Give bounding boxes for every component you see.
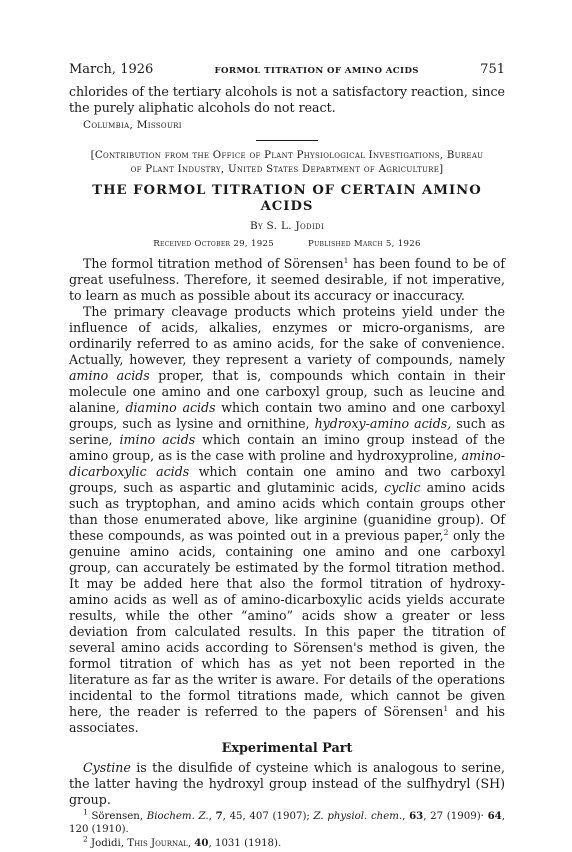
italic-term: amino-dicarboxylic acids [69,448,505,479]
text-run: Jodidi, [87,837,128,849]
article-author: By S. L. Jodidi [249,220,325,232]
italic-term: Biochem. Z. [146,811,209,822]
italic-term: imino acids [119,432,196,447]
text-run: Sörensen, [87,811,147,822]
running-title: FORMOL TITRATION OF AMINO ACIDS [214,66,419,76]
footnote-marker: 1 [83,807,88,817]
received-date: Received October 29, 1925 [153,239,275,249]
text-run: amino acids such as tryptophan, and amino acids which contain groups other than those enumerated above, like arginine (guanidine group). Of these compounds, as was pointed out in a previous paper, [69,480,506,543]
text-run: such as serine, [69,416,506,447]
published-date: Published March 5, 1926 [308,239,421,249]
contribution-line-2: of Plant Industry, United States Department of Agriculture] [130,164,444,175]
volume-number: 64 [487,810,502,822]
text-run: , 120 (1910). [69,811,506,836]
text-run: is the disulfide of cysteine which is analogous to serine, the latter having the hydroxyl group instead of the sulfhydryl (SH) group. [69,760,505,807]
author-location: Columbia, Missouri [83,119,182,131]
footnote-1 [69,807,506,837]
text-run: , 45, 407 (1907); [222,811,314,822]
footnote-marker: 2 [83,834,88,844]
body-paragraph-2 [69,304,505,736]
text-run: The formol titration method of Sörensen [83,256,344,271]
experimental-paragraph [69,760,505,808]
journal-name: This Journal [127,837,188,849]
text-run: , [402,811,410,822]
footnote-ref: 1 [443,703,449,713]
volume-number: 7 [215,810,223,822]
text-run: has been found to be of great usefulness. Therefore, it seemed desirable, if not imperative, to learn as much as possible about its accuracy or inaccuracy. [69,256,506,303]
italic-term: amino acids [69,368,150,383]
contribution-note [69,149,505,177]
text-run: and his associates. [69,704,505,735]
text-run: , 27 (1909)· [423,811,488,822]
italic-term: cyclic [384,480,421,495]
text-run: The primary cleavage products which proteins yield under the influence of acids, alkalies, enzymes or micro-organisms, are ordinarily referred to as amino acids, for the sake of convenience. Actually, however, they represent a variety of compounds, namely [69,304,505,367]
footnotes [69,807,506,850]
text-run: , [208,811,216,822]
volume-number: 63 [409,810,424,822]
text-run: only the genuine amino acids, containing one amino and one carboxyl group, can accurately be estimated by the formol titration method. It may be added here that also the formol titration of hydroxy-amino acids as well as of amino-dicarboxylic acids yields accurate results, while the other “amino” acids show a greater or less deviation from calculated results. In this paper the titration of several amino acids according to Sörensen's method is given, the formol titration of which has as yet not been reported in the literature as far as the writer is aware. For details of the operations incidental to the formol titrations made, which cannot be given here, the reader is referred to the papers of Sörensen [69,528,506,719]
article-dates [69,236,505,252]
volume-number: 40 [194,836,209,849]
text-run: which contain an imino group instead of the amino group, as is the case with proline and hydroxyproline, [69,432,505,463]
journal-page [69,62,505,850]
footnote-ref: 1 [343,255,349,265]
footnote-ref: 2 [443,527,449,537]
italic-term: diamino acids [125,400,216,415]
carryover-paragraph: chlorides of the tertiary alcohols is not a satisfactory reaction, since the purely aliphatic alcohols do not react. [69,84,505,115]
section-heading: Experimental Part [221,741,353,756]
section-divider [256,140,318,141]
text-run: , 1031 (1918). [208,837,282,849]
header-date: March, 1926 [69,62,154,77]
italic-term: Z. physiol. chem. [313,811,403,822]
article-title: THE FORMOL TITRATION OF CERTAIN AMINO ACIDS [92,183,482,214]
text-run: which contain two amino and one carboxyl groups, such as lysine and ornithine, [69,400,505,431]
page-header [69,62,505,84]
text-run: , [187,837,195,849]
italic-term: hydroxy-amino acids, [314,416,452,431]
italic-term: Cystine [83,760,131,775]
body-paragraph-1 [69,256,505,304]
footnote-2 [69,834,505,850]
page-number: 751 [480,62,505,77]
text-run: which contain one amino and two carboxyl groups, such as aspartic and glutaminic acids, [69,464,505,495]
text-run: proper, that is, compounds which contain in their molecule one amino and one carboxyl group, such as leucine and alanine, [69,368,505,415]
contribution-line-1: [Contribution from the Office of Plant Physiological Investigations, Bureau [90,150,484,161]
